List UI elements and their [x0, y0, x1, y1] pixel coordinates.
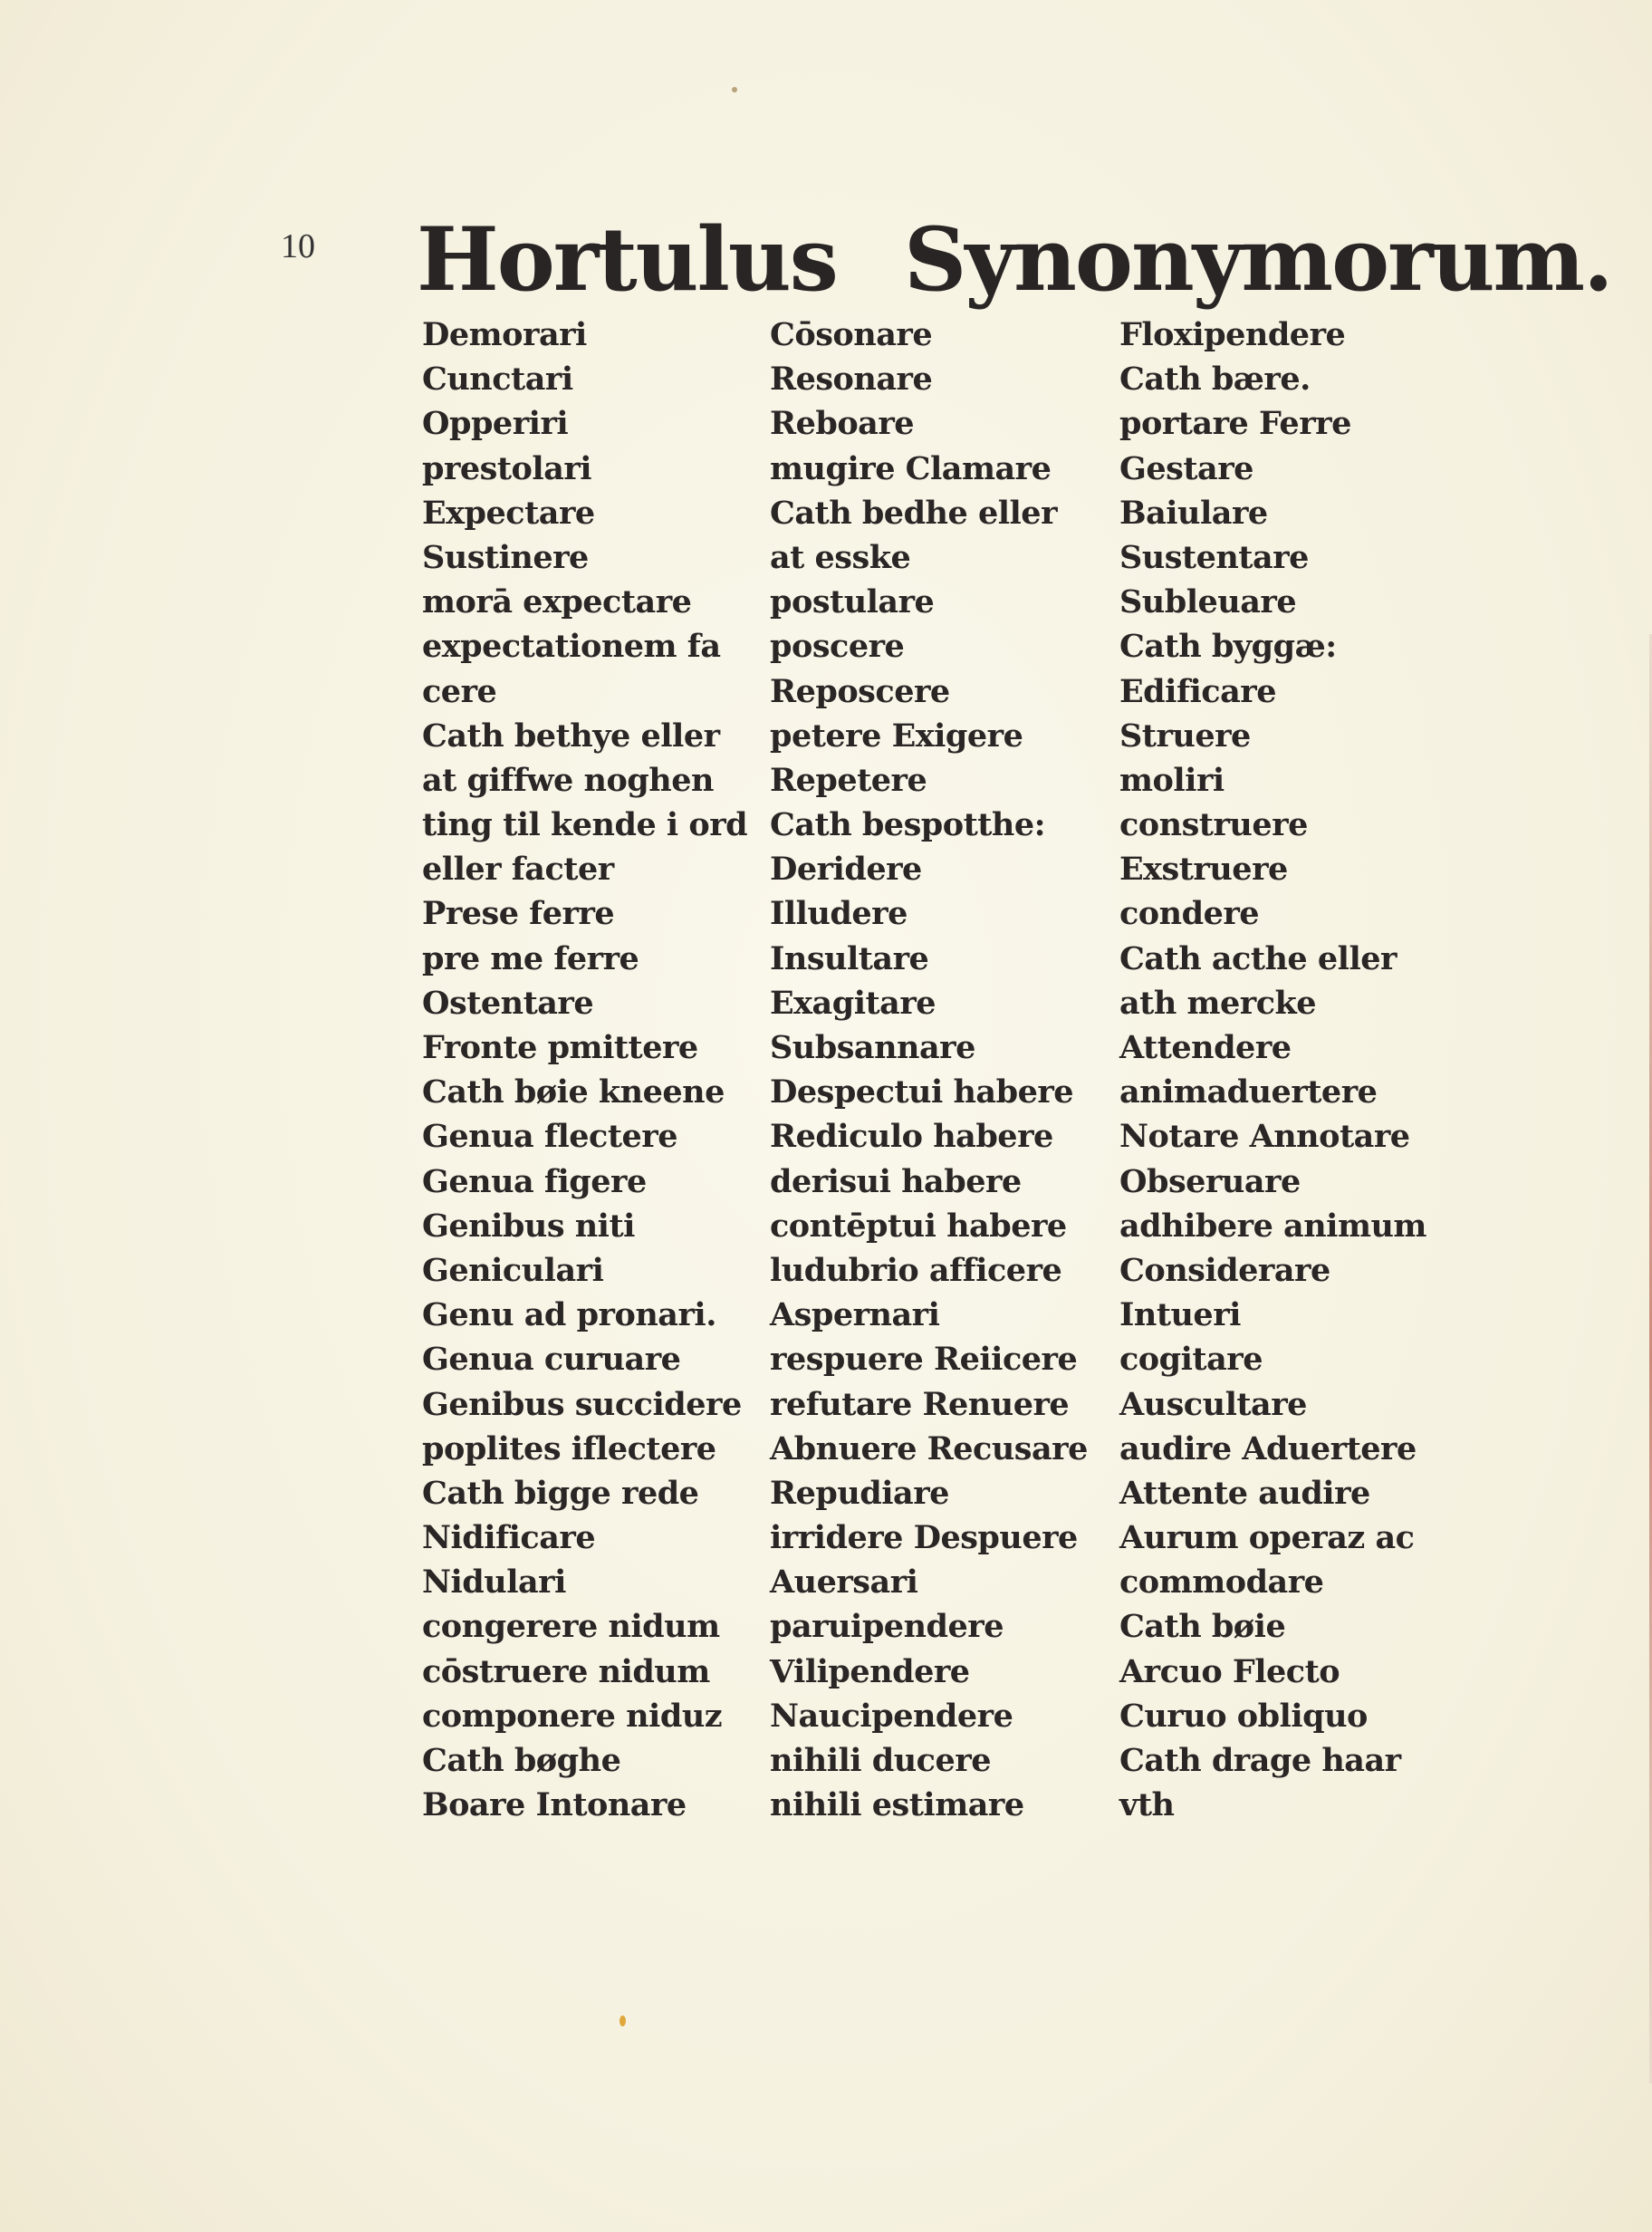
word-entry: audire Aduertere: [1119, 1429, 1417, 1467]
word-entry: Repetere: [770, 761, 927, 799]
word-entry: Genu ad pronari.: [422, 1296, 716, 1334]
word-entry: Aspernari: [770, 1296, 940, 1334]
word-entry: ting til kende i ord: [422, 806, 748, 844]
page-number: 10: [281, 227, 315, 265]
word-entry: Nidificare: [422, 1519, 596, 1557]
word-entry: Obseruare: [1119, 1162, 1301, 1200]
word-entry: at esske: [770, 538, 911, 576]
word-entry: Deridere: [770, 851, 922, 889]
word-entry: Sustentare: [1119, 538, 1309, 576]
word-entry: cere: [422, 672, 497, 710]
word-entry: commodare: [1119, 1563, 1324, 1602]
word-entry: paruipendere: [770, 1608, 1004, 1646]
word-entry: Cath bøie: [1119, 1608, 1286, 1646]
word-entry: Naucipendere: [770, 1697, 1013, 1735]
word-entry: Baiulare: [1119, 494, 1268, 532]
word-entry: at giffwe noghen: [422, 761, 714, 799]
word-entry: adhibere animum: [1119, 1207, 1426, 1245]
word-entry: irridere Despuere: [770, 1519, 1078, 1557]
word-entry: Cath bedhe eller: [770, 494, 1058, 532]
word-entry: condere: [1119, 895, 1260, 933]
word-entry: Cath acthe eller: [1119, 939, 1397, 977]
word-entry: ath mercke: [1119, 984, 1317, 1022]
word-entry: Notare Annotare: [1119, 1118, 1410, 1156]
word-entry: nihili ducere: [770, 1742, 991, 1779]
word-entry: Struere: [1119, 717, 1251, 755]
word-entry: congerere nidum: [422, 1608, 720, 1646]
word-entry: Nidulari: [422, 1563, 566, 1602]
word-entry: Cath bethye eller: [422, 717, 720, 755]
word-entry: vth: [1119, 1786, 1175, 1824]
word-entry: poscere: [770, 628, 905, 666]
word-entry: Cath byggæ:: [1119, 628, 1337, 666]
word-entry: Despectui habere: [770, 1073, 1074, 1111]
word-entry: Demorari: [422, 316, 587, 353]
word-entry: Opperiri: [422, 405, 569, 443]
word-entry: Cath bigge rede: [422, 1474, 699, 1512]
word-entry: Sustinere: [422, 538, 589, 576]
word-entry: Auscultare: [1119, 1385, 1307, 1423]
word-entry: Genibus niti: [422, 1207, 635, 1245]
word-entry: Genua flectere: [422, 1118, 677, 1156]
word-entry: moliri: [1119, 761, 1225, 799]
word-entry: Illudere: [770, 895, 908, 933]
word-entry: Reposcere: [770, 672, 950, 710]
word-entry: refutare Renuere: [770, 1385, 1070, 1423]
word-entry: Boare Intonare: [422, 1786, 687, 1824]
word-entry: nihili estimare: [770, 1786, 1024, 1824]
word-entry: cogitare: [1119, 1341, 1263, 1379]
synonym-column-2: [770, 313, 1114, 1827]
word-entry: construere: [1119, 806, 1308, 844]
word-entry: poplites iflectere: [422, 1429, 716, 1467]
word-entry: Aurum operaz ac: [1119, 1519, 1415, 1557]
word-entry: eller facter: [422, 851, 614, 889]
word-entry: Expectare: [422, 494, 595, 532]
word-entry: Cath bøghe: [422, 1742, 621, 1779]
word-entry: Curuo obliquo: [1119, 1697, 1368, 1735]
word-entry: Insultare: [770, 939, 929, 977]
word-entry: Cunctari: [422, 361, 573, 399]
word-entry: Cath bøie kneene: [422, 1073, 725, 1111]
word-entry: Cath bære.: [1119, 361, 1311, 399]
word-entry: respuere Reiicere: [770, 1341, 1078, 1379]
word-entry: Cōsonare: [770, 316, 933, 353]
synonym-column-1: [422, 313, 766, 1827]
word-entry: derisui habere: [770, 1162, 1022, 1200]
word-entry: Vilipendere: [770, 1652, 970, 1690]
word-entry: Genua figere: [422, 1162, 647, 1200]
word-entry: Exagitare: [770, 984, 936, 1022]
word-entry: componere niduz: [422, 1697, 723, 1735]
word-entry: Ostentare: [422, 984, 594, 1022]
word-entry: portare Ferre: [1119, 405, 1351, 443]
paper-speck: [620, 2016, 626, 2026]
word-entry: Edificare: [1119, 672, 1276, 710]
word-entry: mugire Clamare: [770, 449, 1052, 487]
word-entry: petere Exigere: [770, 717, 1023, 755]
title-hortulus: Hortulus: [417, 208, 837, 311]
synonym-column-3: [1119, 313, 1464, 1827]
word-entry: morā expectare: [422, 583, 692, 621]
word-entry: Arcuo Flecto: [1119, 1652, 1340, 1690]
word-entry: cōstruere nidum: [422, 1652, 710, 1690]
word-entry: Cath drage haar: [1119, 1742, 1401, 1779]
word-entry: Subsannare: [770, 1029, 975, 1066]
paper-speck: [732, 87, 737, 92]
word-entry: Genua curuare: [422, 1341, 681, 1379]
word-entry: Fronte pmittere: [422, 1029, 698, 1066]
word-entry: Genibus succidere: [422, 1385, 742, 1423]
word-entry: Subleuare: [1119, 583, 1297, 621]
word-entry: Resonare: [770, 361, 933, 399]
word-entry: Exstruere: [1119, 851, 1288, 889]
word-entry: Attente audire: [1119, 1474, 1370, 1512]
word-entry: Cath bespotthe:: [770, 806, 1046, 844]
word-entry: Repudiare: [770, 1474, 949, 1512]
word-entry: Reboare: [770, 405, 915, 443]
word-entry: animaduertere: [1119, 1073, 1378, 1111]
word-entry: Rediculo habere: [770, 1118, 1053, 1156]
word-entry: Geniculari: [422, 1251, 604, 1289]
word-entry: Attendere: [1119, 1029, 1292, 1066]
word-entry: Considerare: [1119, 1251, 1330, 1289]
title-synonymorum: Synonymorum.: [904, 208, 1612, 311]
word-entry: pre me ferre: [422, 939, 639, 977]
word-entry: Auersari: [770, 1563, 918, 1602]
word-entry: contēptui habere: [770, 1207, 1067, 1245]
word-entry: postulare: [770, 583, 935, 621]
word-entry: prestolari: [422, 449, 592, 487]
word-entry: expectationem fa: [422, 628, 721, 666]
word-entry: Abnuere Recusare: [770, 1429, 1088, 1467]
word-entry: Floxipendere: [1119, 316, 1346, 353]
word-entry: Intueri: [1119, 1296, 1241, 1334]
word-entry: ludubrio afficere: [770, 1251, 1062, 1289]
word-entry: Prese ferre: [422, 895, 615, 933]
word-entry: Gestare: [1119, 449, 1253, 487]
